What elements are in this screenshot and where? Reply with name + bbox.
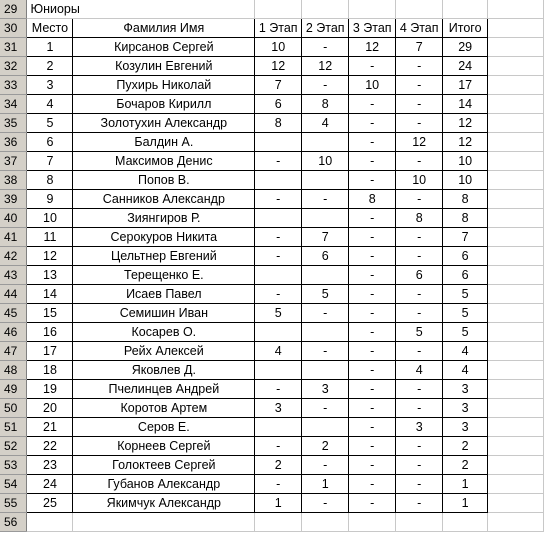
cell[interactable]	[73, 513, 255, 532]
cell-s2[interactable]: 10	[302, 152, 349, 171]
cell-total[interactable]: 4	[443, 342, 488, 361]
cell-s3[interactable]: 8	[349, 190, 396, 209]
cell-total[interactable]: 10	[443, 171, 488, 190]
cell-place[interactable]: 3	[27, 76, 73, 95]
table-row	[0, 190, 544, 209]
row-header[interactable]: 44	[0, 285, 27, 304]
cell-s3[interactable]: -	[349, 247, 396, 266]
cell[interactable]	[443, 0, 488, 19]
table-row	[0, 95, 544, 114]
table-row	[0, 76, 544, 95]
cell-total[interactable]: 10	[443, 152, 488, 171]
cell-s1[interactable]: 1	[255, 494, 302, 513]
table-row	[0, 228, 544, 247]
cell-s2[interactable]	[302, 266, 349, 285]
cell-s1[interactable]: -	[255, 190, 302, 209]
table-row	[0, 209, 544, 228]
cell-place[interactable]: 17	[27, 342, 73, 361]
cell-s3[interactable]: -	[349, 361, 396, 380]
header-row	[0, 19, 544, 38]
cell-s4[interactable]: -	[396, 399, 443, 418]
column-header-stage1[interactable]: 1 Этап	[255, 19, 302, 38]
cell[interactable]	[488, 494, 544, 513]
table-row	[0, 418, 544, 437]
cell[interactable]	[488, 0, 544, 19]
cell-s1[interactable]: 6	[255, 95, 302, 114]
row-header[interactable]: 49	[0, 380, 27, 399]
cell-s1[interactable]: -	[255, 228, 302, 247]
cell-s2[interactable]	[302, 209, 349, 228]
cell-place[interactable]: 9	[27, 190, 73, 209]
row-header[interactable]: 47	[0, 342, 27, 361]
cell-name[interactable]: Зиянгиров Р.	[73, 209, 255, 228]
cell[interactable]	[255, 0, 302, 19]
cell-s3[interactable]: -	[349, 95, 396, 114]
cell-name[interactable]: Кирсанов Сергей	[73, 38, 255, 57]
row-header[interactable]: 54	[0, 475, 27, 494]
cell-total[interactable]: 2	[443, 437, 488, 456]
cell[interactable]	[302, 513, 349, 532]
cell-s4[interactable]: -	[396, 247, 443, 266]
table-row	[0, 380, 544, 399]
cell-s3[interactable]: -	[349, 152, 396, 171]
cell[interactable]	[488, 57, 544, 76]
row-header[interactable]: 36	[0, 133, 27, 152]
cell-s1[interactable]: 8	[255, 114, 302, 133]
cell-s3[interactable]: -	[349, 323, 396, 342]
cell-s4[interactable]: 5	[396, 323, 443, 342]
cell-name[interactable]: Корнеев Сергей	[73, 437, 255, 456]
cell-s4[interactable]: -	[396, 342, 443, 361]
cell-s4[interactable]: -	[396, 76, 443, 95]
row-header[interactable]: 51	[0, 418, 27, 437]
cell-s4[interactable]: -	[396, 190, 443, 209]
cell[interactable]	[488, 266, 544, 285]
cell-s1[interactable]: -	[255, 152, 302, 171]
cell-s2[interactable]: 1	[302, 475, 349, 494]
cell[interactable]	[396, 0, 443, 19]
table-row	[0, 152, 544, 171]
cell-s3[interactable]: 10	[349, 76, 396, 95]
empty-row	[0, 513, 544, 532]
cell-place[interactable]: 24	[27, 475, 73, 494]
cell[interactable]	[349, 513, 396, 532]
cell[interactable]	[488, 456, 544, 475]
cell-s3[interactable]: -	[349, 399, 396, 418]
row-header[interactable]: 37	[0, 152, 27, 171]
cell-total[interactable]: 6	[443, 266, 488, 285]
cell-total[interactable]: 2	[443, 456, 488, 475]
cell-s1[interactable]: -	[255, 285, 302, 304]
row-header[interactable]: 43	[0, 266, 27, 285]
cell-s3[interactable]: -	[349, 266, 396, 285]
row-header[interactable]: 53	[0, 456, 27, 475]
cell-name[interactable]: Яковлев Д.	[73, 361, 255, 380]
cell-place[interactable]: 16	[27, 323, 73, 342]
cell-s1[interactable]: 12	[255, 57, 302, 76]
cell-s4[interactable]: 6	[396, 266, 443, 285]
cell-name[interactable]: Серов Е.	[73, 418, 255, 437]
row-header[interactable]: 34	[0, 95, 27, 114]
table-row	[0, 475, 544, 494]
cell[interactable]	[488, 437, 544, 456]
cell-name[interactable]: Цельтнер Евгений	[73, 247, 255, 266]
cell-s1[interactable]	[255, 266, 302, 285]
cell-s3[interactable]: -	[349, 342, 396, 361]
cell-s1[interactable]	[255, 418, 302, 437]
cell-name[interactable]: Косарев О.	[73, 323, 255, 342]
cell-place[interactable]: 13	[27, 266, 73, 285]
cell-total[interactable]: 12	[443, 114, 488, 133]
cell-place[interactable]: 8	[27, 171, 73, 190]
row-header[interactable]: 50	[0, 399, 27, 418]
cell-total[interactable]: 29	[443, 38, 488, 57]
table-row	[0, 133, 544, 152]
row-header[interactable]: 33	[0, 76, 27, 95]
cell-s3[interactable]: -	[349, 456, 396, 475]
cell-s4[interactable]: 12	[396, 133, 443, 152]
cell-s4[interactable]: -	[396, 57, 443, 76]
cell-s4[interactable]: -	[396, 380, 443, 399]
row-header[interactable]: 39	[0, 190, 27, 209]
cell-total[interactable]: 1	[443, 494, 488, 513]
table-row	[0, 323, 544, 342]
cell-s1[interactable]: 4	[255, 342, 302, 361]
cell-s2[interactable]: -	[302, 456, 349, 475]
cell[interactable]	[488, 304, 544, 323]
cell-place[interactable]: 12	[27, 247, 73, 266]
cell-s2[interactable]: -	[302, 342, 349, 361]
cell-name[interactable]: Терещенко Е.	[73, 266, 255, 285]
cell-s4[interactable]: -	[396, 95, 443, 114]
cell-place[interactable]: 6	[27, 133, 73, 152]
cell[interactable]	[488, 38, 544, 57]
cell-s3[interactable]: -	[349, 418, 396, 437]
cell-s4[interactable]: -	[396, 228, 443, 247]
cell-s2[interactable]: 3	[302, 380, 349, 399]
cell-place[interactable]: 19	[27, 380, 73, 399]
cell[interactable]	[488, 513, 544, 532]
cell-total[interactable]: 5	[443, 304, 488, 323]
row-header[interactable]: 29	[0, 0, 27, 19]
cell-place[interactable]: 14	[27, 285, 73, 304]
cell[interactable]	[488, 361, 544, 380]
cell-name[interactable]: Исаев Павел	[73, 285, 255, 304]
cell-name[interactable]: Губанов Александр	[73, 475, 255, 494]
cell[interactable]	[488, 475, 544, 494]
cell-total[interactable]: 17	[443, 76, 488, 95]
table-row	[0, 437, 544, 456]
row-header[interactable]: 40	[0, 209, 27, 228]
cell[interactable]	[488, 171, 544, 190]
table-row	[0, 456, 544, 475]
cell[interactable]	[302, 0, 349, 19]
cell-total[interactable]: 3	[443, 399, 488, 418]
cell-name[interactable]: Пчелинцев Андрей	[73, 380, 255, 399]
row-header[interactable]: 42	[0, 247, 27, 266]
cell[interactable]	[488, 133, 544, 152]
cell[interactable]	[488, 285, 544, 304]
cell[interactable]	[488, 380, 544, 399]
cell-name[interactable]: Попов В.	[73, 171, 255, 190]
row-header[interactable]: 46	[0, 323, 27, 342]
cell-place[interactable]: 20	[27, 399, 73, 418]
column-header-place[interactable]: Место	[27, 19, 73, 38]
cell-s4[interactable]: -	[396, 437, 443, 456]
row-header[interactable]: 38	[0, 171, 27, 190]
cell-s4[interactable]: -	[396, 285, 443, 304]
cell[interactable]	[488, 152, 544, 171]
cell[interactable]	[488, 95, 544, 114]
cell-s4[interactable]: -	[396, 456, 443, 475]
cell-place[interactable]: 1	[27, 38, 73, 57]
cell-s1[interactable]: 2	[255, 456, 302, 475]
cell[interactable]	[488, 342, 544, 361]
cell-name[interactable]: Якимчук Александр	[73, 494, 255, 513]
column-header-stage2[interactable]: 2 Этап	[302, 19, 349, 38]
column-header-name[interactable]: Фамилия Имя	[73, 19, 255, 38]
cell-name[interactable]: Пухирь Николай	[73, 76, 255, 95]
cell[interactable]	[488, 76, 544, 95]
cell-s3[interactable]: 12	[349, 38, 396, 57]
column-header-total[interactable]: Итого	[443, 19, 488, 38]
cell-total[interactable]: 4	[443, 361, 488, 380]
cell-s1[interactable]	[255, 171, 302, 190]
cell[interactable]	[488, 114, 544, 133]
cell-total[interactable]: 6	[443, 247, 488, 266]
cell[interactable]	[488, 399, 544, 418]
cell-total[interactable]: 1	[443, 475, 488, 494]
sheet-title[interactable]: Юниоры	[27, 0, 255, 19]
cell-total[interactable]: 14	[443, 95, 488, 114]
cell-total[interactable]: 5	[443, 285, 488, 304]
cell-s1[interactable]	[255, 323, 302, 342]
table-row	[0, 361, 544, 380]
cell-s3[interactable]: -	[349, 133, 396, 152]
cell-name[interactable]: Бочаров Кирилл	[73, 95, 255, 114]
cell-s3[interactable]: -	[349, 114, 396, 133]
row-header[interactable]: 45	[0, 304, 27, 323]
row-header[interactable]: 32	[0, 57, 27, 76]
cell-place[interactable]: 22	[27, 437, 73, 456]
row-header[interactable]: 52	[0, 437, 27, 456]
row-header[interactable]: 35	[0, 114, 27, 133]
cell-s2[interactable]	[302, 171, 349, 190]
cell-s2[interactable]: -	[302, 304, 349, 323]
row-header[interactable]: 55	[0, 494, 27, 513]
cell-s2[interactable]: 5	[302, 285, 349, 304]
cell-place[interactable]: 5	[27, 114, 73, 133]
cell-s3[interactable]: -	[349, 171, 396, 190]
cell-name[interactable]: Козулин Евгений	[73, 57, 255, 76]
cell-name[interactable]: Рейх Алексей	[73, 342, 255, 361]
cell-s2[interactable]	[302, 133, 349, 152]
cell-s2[interactable]: -	[302, 399, 349, 418]
cell-s4[interactable]: 10	[396, 171, 443, 190]
table-row	[0, 285, 544, 304]
cell-place[interactable]: 18	[27, 361, 73, 380]
row-header[interactable]: 48	[0, 361, 27, 380]
cell-s3[interactable]: -	[349, 494, 396, 513]
cell-s1[interactable]: 5	[255, 304, 302, 323]
cell-place[interactable]: 25	[27, 494, 73, 513]
cell-place[interactable]: 23	[27, 456, 73, 475]
cell[interactable]	[255, 513, 302, 532]
cell-s2[interactable]: 8	[302, 95, 349, 114]
cell-s4[interactable]: -	[396, 304, 443, 323]
cell-total[interactable]: 8	[443, 190, 488, 209]
column-header-stage4[interactable]: 4 Этап	[396, 19, 443, 38]
cell-s2[interactable]: 7	[302, 228, 349, 247]
cell-total[interactable]: 3	[443, 418, 488, 437]
row-header[interactable]: 31	[0, 38, 27, 57]
cell-s2[interactable]	[302, 361, 349, 380]
cell[interactable]	[27, 513, 73, 532]
cell-s2[interactable]: 6	[302, 247, 349, 266]
cell-s2[interactable]: -	[302, 494, 349, 513]
cell-name[interactable]: Коротов Артем	[73, 399, 255, 418]
table-row	[0, 494, 544, 513]
cell-s1[interactable]	[255, 133, 302, 152]
cell-s2[interactable]: 4	[302, 114, 349, 133]
cell[interactable]	[488, 228, 544, 247]
cell-s1[interactable]: -	[255, 475, 302, 494]
cell-name[interactable]: Голоктеев Сергей	[73, 456, 255, 475]
cell-s2[interactable]: 2	[302, 437, 349, 456]
cell-s3[interactable]: -	[349, 228, 396, 247]
cell-s2[interactable]: 12	[302, 57, 349, 76]
cell-place[interactable]: 2	[27, 57, 73, 76]
table-row	[0, 171, 544, 190]
cell-s3[interactable]: -	[349, 304, 396, 323]
cell[interactable]	[488, 209, 544, 228]
cell-place[interactable]: 10	[27, 209, 73, 228]
row-header[interactable]: 56	[0, 513, 27, 532]
cell[interactable]	[488, 323, 544, 342]
cell-place[interactable]: 11	[27, 228, 73, 247]
cell-name[interactable]: Золотухин Александр	[73, 114, 255, 133]
cell-name[interactable]: Максимов Денис	[73, 152, 255, 171]
cell-s1[interactable]: 3	[255, 399, 302, 418]
cell[interactable]	[488, 418, 544, 437]
cell-s1[interactable]: 10	[255, 38, 302, 57]
cell[interactable]	[488, 190, 544, 209]
cell-s3[interactable]: -	[349, 209, 396, 228]
cell-total[interactable]: 7	[443, 228, 488, 247]
column-header-stage3[interactable]: 3 Этап	[349, 19, 396, 38]
cell-s1[interactable]	[255, 361, 302, 380]
table-row	[0, 266, 544, 285]
cell-s2[interactable]	[302, 418, 349, 437]
cell-name[interactable]: Балдин А.	[73, 133, 255, 152]
cell-s1[interactable]: 7	[255, 76, 302, 95]
cell-s1[interactable]: -	[255, 247, 302, 266]
table-row	[0, 342, 544, 361]
cell-s4[interactable]: -	[396, 475, 443, 494]
cell-total[interactable]: 12	[443, 133, 488, 152]
cell-name[interactable]: Серокуров Никита	[73, 228, 255, 247]
cell-s3[interactable]: -	[349, 285, 396, 304]
cell[interactable]	[488, 247, 544, 266]
cell-s1[interactable]	[255, 209, 302, 228]
cell[interactable]	[396, 513, 443, 532]
cell-place[interactable]: 4	[27, 95, 73, 114]
cell-place[interactable]: 7	[27, 152, 73, 171]
cell-s4[interactable]: 8	[396, 209, 443, 228]
cell[interactable]	[488, 19, 544, 38]
cell-s2[interactable]: -	[302, 190, 349, 209]
table-row	[0, 114, 544, 133]
cell-s3[interactable]: -	[349, 57, 396, 76]
cell-total[interactable]: 24	[443, 57, 488, 76]
cell-s3[interactable]: -	[349, 437, 396, 456]
cell-s1[interactable]: -	[255, 380, 302, 399]
cell-name[interactable]: Санников Александр	[73, 190, 255, 209]
table-row	[0, 38, 544, 57]
cell[interactable]	[443, 513, 488, 532]
cell-s4[interactable]: 7	[396, 38, 443, 57]
cell-s4[interactable]: -	[396, 114, 443, 133]
cell-s4[interactable]: -	[396, 494, 443, 513]
cell-place[interactable]: 21	[27, 418, 73, 437]
row-header[interactable]: 41	[0, 228, 27, 247]
row-header[interactable]: 30	[0, 19, 27, 38]
cell-total[interactable]: 5	[443, 323, 488, 342]
cell-total[interactable]: 3	[443, 380, 488, 399]
cell-s4[interactable]: 3	[396, 418, 443, 437]
cell-s2[interactable]	[302, 323, 349, 342]
cell[interactable]	[349, 0, 396, 19]
cell-s3[interactable]: -	[349, 380, 396, 399]
cell-s4[interactable]: 4	[396, 361, 443, 380]
table-row	[0, 304, 544, 323]
cell-s3[interactable]: -	[349, 475, 396, 494]
table-row	[0, 399, 544, 418]
cell-s2[interactable]: -	[302, 38, 349, 57]
cell-s1[interactable]: -	[255, 437, 302, 456]
cell-s2[interactable]: -	[302, 76, 349, 95]
table-row	[0, 247, 544, 266]
cell-place[interactable]: 15	[27, 304, 73, 323]
title-row	[0, 0, 544, 19]
cell-name[interactable]: Семишин Иван	[73, 304, 255, 323]
cell-s4[interactable]: -	[396, 152, 443, 171]
table-row	[0, 57, 544, 76]
cell-total[interactable]: 8	[443, 209, 488, 228]
